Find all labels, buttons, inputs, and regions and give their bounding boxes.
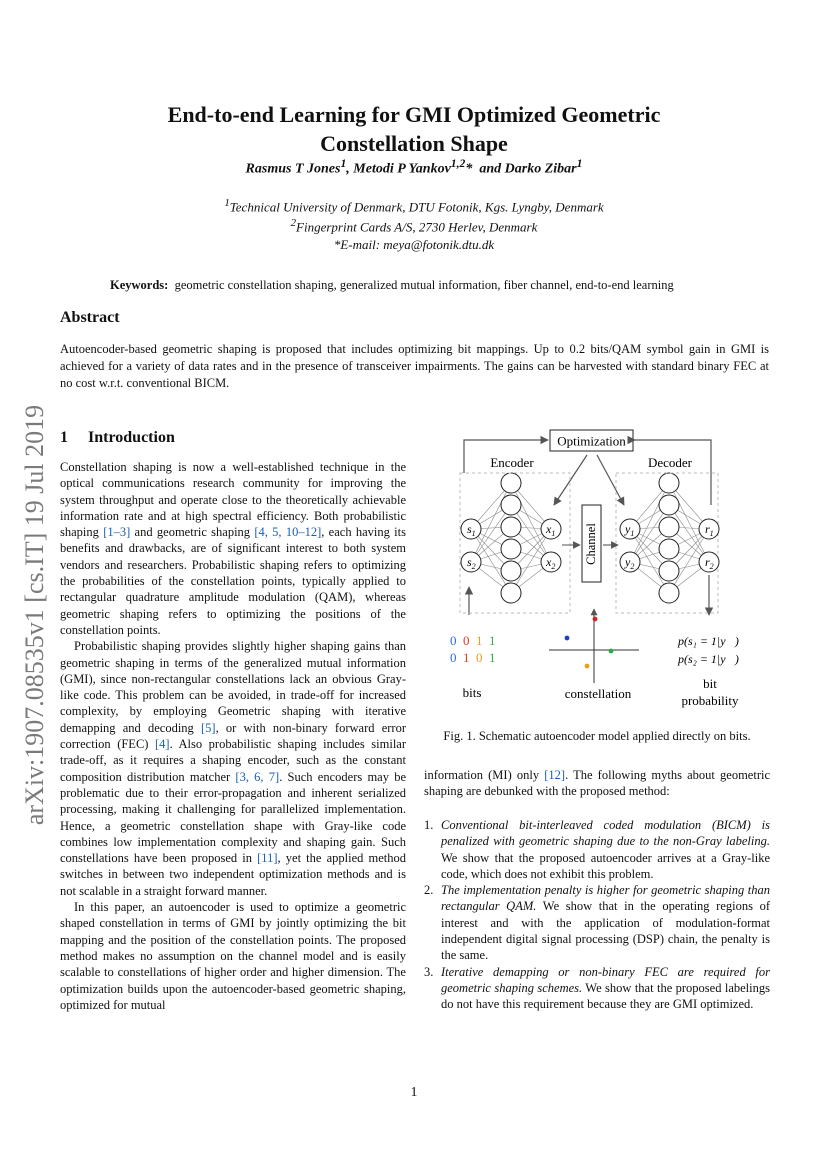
keywords-line xyxy=(110,278,770,293)
author-1: Rasmus T Jones xyxy=(245,161,341,177)
citation-link[interactable]: [1–3] xyxy=(103,525,131,540)
bit-digit: 0 xyxy=(450,633,457,648)
citation-link[interactable]: [3, 6, 7] xyxy=(235,769,280,784)
prob-s1-label: p(s₁ = 1|y⃗) xyxy=(678,634,739,648)
hidden-node xyxy=(659,561,679,581)
bit-digit: 0 xyxy=(463,633,470,648)
list-item xyxy=(424,882,770,963)
optimization-label: Optimization xyxy=(557,433,626,449)
node-s1-sub: 1 xyxy=(471,529,476,538)
node-y2-label: y xyxy=(625,555,631,569)
paragraph-2 xyxy=(60,638,406,899)
arxiv-stamp-text: arXiv:1907.08535v1 [cs.IT] 19 Jul 2019 xyxy=(20,404,49,826)
hidden-node xyxy=(659,495,679,515)
node-r2-sub: 2 xyxy=(709,562,714,571)
list-item-claim: Conventional bit-interleaved coded modulation (BICM) is penalized with geometric shaping due to the non-Gray labeling. xyxy=(441,818,770,849)
bit-probability-label-2: probability xyxy=(681,693,739,708)
prob-s2-label: p(s₂ = 1|y⃗) xyxy=(678,652,739,666)
section-title: Introduction xyxy=(88,429,175,446)
myths-list xyxy=(424,817,770,1013)
constellation-point-red xyxy=(593,617,598,622)
affiliation-1: Technical University of Denmark, DTU Fotonik, Kgs. Lyngby, Denmark xyxy=(229,199,604,215)
hidden-node xyxy=(659,473,679,493)
decoder-label: Decoder xyxy=(647,455,693,470)
list-item xyxy=(424,817,770,882)
bit-digit: 1 xyxy=(489,633,496,648)
node-y1-sub: 1 xyxy=(630,529,635,538)
hidden-node xyxy=(501,561,521,581)
list-item-number: 2. xyxy=(424,883,434,898)
input-nodes xyxy=(461,519,481,572)
affiliation-2-mark: 2 xyxy=(290,217,297,230)
p2-text-c: . Also probabilistic shaping includes similar trade-off, as it requires a shaping encoder, such as the constant composition distribution matcher xyxy=(60,737,407,784)
r1-text-b: . The following myths about geometric shaping are debunked with the proposed method: xyxy=(424,768,770,799)
hidden-node xyxy=(501,539,521,559)
author-3: and Darko Zibar xyxy=(479,161,577,177)
p2-text-a: Probabilistic shaping provides slightly higher shaping gains than geometric shaping in terms of the generalized mutual information (GMI), since non-rectangular constellations lack an obvious Gray-like code. This problem can be avoided, in trade-off for increased complexity, by employing Geometric shaping with iterative demapping and decoding xyxy=(60,639,406,735)
left-column xyxy=(60,459,406,1013)
channel-label: Channel xyxy=(584,523,598,565)
paragraph-3: In this paper, an autoencoder is used to optimize a geometric shaped constellation in terms of GMI by jointly optimizing the bit mapping and the position of the constellation points. The proposed method makes no assumption on the channel model and is easily scalable to constellations of higher order and higher dimension. The optimization builds upon the autoencoder-based geometric shaping, optimized for mutual xyxy=(60,900,406,1012)
constellation-label: constellation xyxy=(564,686,632,701)
node-s2-label: s xyxy=(467,555,472,569)
author-list xyxy=(0,157,828,178)
paper-title xyxy=(0,100,828,158)
node-x1-label: x xyxy=(546,522,552,536)
arxiv-stamp xyxy=(4,380,66,850)
hidden-node xyxy=(659,583,679,603)
section-number: 1 xyxy=(60,429,68,446)
bit-sequences xyxy=(450,633,496,665)
keywords-label: Keywords: xyxy=(110,278,169,292)
bit-digit: 0 xyxy=(450,650,457,665)
encoder-label: Encoder xyxy=(490,455,534,470)
constellation-point-green xyxy=(609,649,614,654)
p2-text-e: , yet the applied method switches in between two independent optimization methods and is not scalable in a straight forward manner. xyxy=(60,851,406,898)
affiliation-2: Fingerprint Cards A/S, 2730 Herlev, Denmark xyxy=(296,219,538,235)
p2-text-b: , or with non-binary forward error correction (FEC) xyxy=(60,720,406,752)
list-item-claim: Iterative demapping or non-binary FEC are required for geometric shaping schemes. xyxy=(441,964,770,995)
output-nodes xyxy=(699,519,719,572)
list-item-rebuttal: We show that the proposed autoencoder arrives at a Gray-like code, which does not exhibit this problem. xyxy=(441,850,770,881)
hidden-node xyxy=(501,473,521,493)
list-item-claim: The implementation penalty is higher for geometric shaping than rectangular QAM. xyxy=(441,883,770,914)
node-r1-sub: 1 xyxy=(709,529,714,538)
r1-text-a: information (MI) only xyxy=(424,768,545,782)
node-y2-sub: 2 xyxy=(630,562,635,571)
keywords-text: geometric constellation shaping, generalized mutual information, fiber channel, end-to-end learning xyxy=(174,278,674,292)
p1-text-a: Constellation shaping is now a well-established technique in the optical communications research community for improving the system throughput and operate close to the theoretically achievable information rate and at high spectral efficiency. Both probabilistic shaping xyxy=(60,460,406,540)
author-2-star: * xyxy=(465,161,473,177)
paragraph-1 xyxy=(60,459,406,638)
list-item-rebuttal: We show that in the operating regions of interest and with the application of modulation-format independent digital signal processing (DSP) chain, the penalty is the same. xyxy=(441,899,770,963)
list-item xyxy=(424,964,770,1013)
citation-link[interactable]: [4, 5, 10–12] xyxy=(254,525,322,540)
right-column xyxy=(424,767,770,800)
node-x2-label: x xyxy=(546,555,552,569)
p2-text-d: . Such encoders may be problematic due to their error-propagation and inherent serialized processing, making it challenging for parallelized implementation. Hence, a geometric constellation shape with Gray-like code combines low implementation complexity and shaping gain. Such constellations have been proposed in xyxy=(60,769,406,866)
author-2: Metodi P Yankov xyxy=(353,161,451,177)
abstract-heading: Abstract xyxy=(60,309,120,326)
list-item-number: 1. xyxy=(424,818,434,832)
contact-email: *E-mail: meya@fotonik.dtu.dk xyxy=(333,236,495,252)
bit-digit: 1 xyxy=(463,650,470,665)
author-sep-1: , xyxy=(346,161,354,177)
constellation-point-blue xyxy=(565,636,570,641)
node-s1-label: s xyxy=(467,522,472,536)
bit-digit: 1 xyxy=(489,650,496,665)
list-item-rebuttal: We show that the proposed labelings do not have this requirement because they are GMI optimized. xyxy=(441,980,770,1012)
title-line-1: End-to-end Learning for GMI Optimized Geometric xyxy=(167,102,661,127)
p1-text-c: , each having its benefits and drawbacks, are of significant interest to both system vendors and researchers. Probabilistic shaping refers to optimizing the probabilities of the constellation points, typically applied to rectangular quadrature amplitude modulation (QAM), whereas geometric shaping refers to optimizing the positions of the constellation points. xyxy=(60,525,406,637)
title-line-2: Constellation Shape xyxy=(320,131,508,156)
p1-text-b: and geometric shaping xyxy=(130,525,255,540)
author-2-affil: 1,2 xyxy=(450,157,466,170)
section-heading-introduction xyxy=(60,429,175,447)
author-3-affil: 1 xyxy=(576,157,583,170)
node-r1-label: r xyxy=(705,522,710,536)
hidden-node xyxy=(659,517,679,537)
bits-label: bits xyxy=(462,685,482,700)
paragraph-r1 xyxy=(424,767,770,800)
bit-digit: 1 xyxy=(476,633,483,648)
bit-probability-label-1: bit xyxy=(703,676,717,691)
citation-link[interactable]: [11] xyxy=(257,851,278,866)
citation-link[interactable]: [4] xyxy=(154,737,170,752)
citation-link[interactable]: [5] xyxy=(200,720,216,735)
node-s2-sub: 2 xyxy=(471,562,476,571)
node-x2-sub: 2 xyxy=(551,562,556,571)
bit-digit: 0 xyxy=(476,650,483,665)
hidden-node xyxy=(501,517,521,537)
constellation-point-orange xyxy=(585,664,590,669)
affiliation-1-mark: 1 xyxy=(224,197,230,209)
citation-link[interactable]: [12] xyxy=(544,768,566,782)
hidden-node xyxy=(501,583,521,603)
author-1-affil: 1 xyxy=(340,157,347,170)
list-item-number: 3. xyxy=(424,964,434,979)
node-r2-label: r xyxy=(705,555,710,569)
hidden-node xyxy=(501,495,521,515)
figure-1-caption: Fig. 1. Schematic autoencoder model applied directly on bits. xyxy=(443,729,751,743)
affiliations xyxy=(0,195,828,253)
page-number: 1 xyxy=(410,1085,418,1100)
hidden-node xyxy=(659,539,679,559)
node-y1-label: y xyxy=(625,522,631,536)
figure-1-autoencoder xyxy=(424,425,770,725)
abstract-text: Autoencoder-based geometric shaping is proposed that includes optimizing bit mappings. Up to 0.2 bits/QAM symbol gain in GMI is achieved for a variety of data rates and in the presence of transceiver impairments. The gains can be harvested with standard binary FEC at no cost w.r.t. conventional BICM. xyxy=(60,342,769,390)
node-x1-sub: 1 xyxy=(551,529,556,538)
